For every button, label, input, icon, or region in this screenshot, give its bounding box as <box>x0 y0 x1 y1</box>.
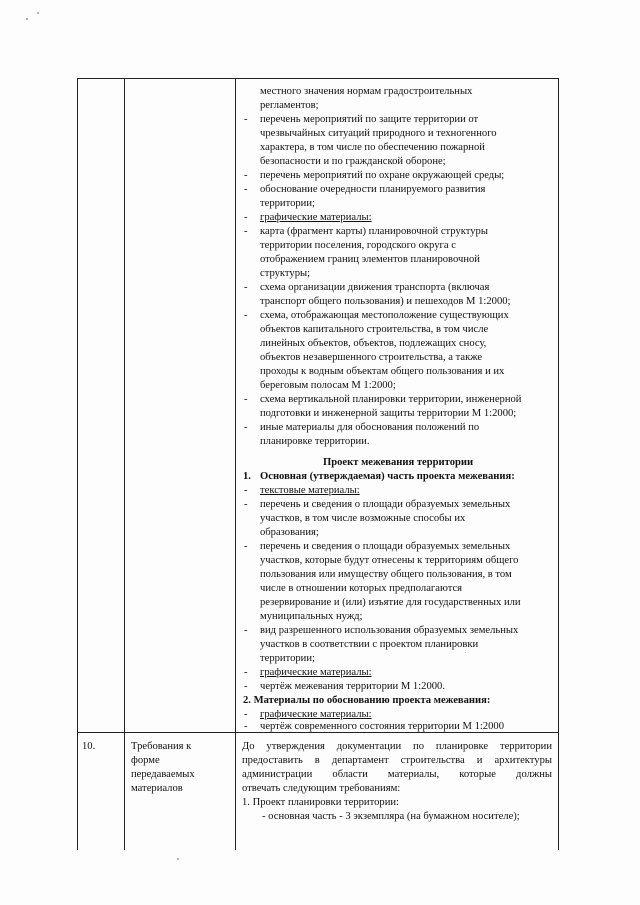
row-name-line: Требования к <box>131 741 192 752</box>
graphic-materials-heading: графические материалы: <box>260 667 372 678</box>
table-right-border <box>558 78 559 850</box>
list-item: пользования или имуществу общего пользования, в том <box>260 569 512 580</box>
list-item: объектов капитального строительства, в том числе <box>260 324 489 335</box>
list-item: обоснование очередности планируемого развития <box>260 184 486 195</box>
list-item: безопасности и по гражданской обороне; <box>260 156 446 167</box>
row-name-line: передаваемых <box>131 769 195 780</box>
list-item: местного значения нормам градостроительных <box>260 86 473 97</box>
row-name-line: материалов <box>131 783 183 794</box>
list-item: муниципальных нужд; <box>260 611 363 622</box>
bullet-dash: - <box>244 282 248 293</box>
bullet-dash: - <box>244 625 248 636</box>
table-col-divider-1 <box>124 78 125 850</box>
scan-speck <box>465 652 466 653</box>
bullet-dash: - <box>244 485 248 496</box>
list-item: территории; <box>260 198 315 209</box>
list-item: линейных объектов, объектов, подлежащих сносу, <box>260 338 487 349</box>
bullet-dash: - <box>244 721 248 732</box>
list-item: перечень мероприятий по защите территории от <box>260 114 479 125</box>
bullet-dash: - <box>244 226 248 237</box>
bullet-dash: - <box>244 499 248 510</box>
list-item: схема вертикальной планировки территории, инженерной <box>260 394 522 405</box>
table-top-border <box>77 78 559 79</box>
bullet-dash: - <box>244 212 248 223</box>
part1-number: 1. <box>243 471 251 482</box>
table-col-divider-2 <box>235 78 236 850</box>
scan-speck <box>26 18 28 20</box>
bullet-dash: - <box>244 681 248 692</box>
list-item: структуры; <box>260 268 311 279</box>
scan-speck <box>37 12 39 14</box>
list-item: перечень мероприятий по охране окружающей среды; <box>260 170 505 181</box>
list-item: перечень и сведения о площади образуемых земельных <box>260 541 511 552</box>
list-item: чертёж современного состояния территории М 1:2000 <box>260 721 504 732</box>
list-item: схема организации движения транспорта (включая <box>260 282 490 293</box>
bullet-dash: - <box>244 310 248 321</box>
list-item: планировке территории. <box>260 436 370 447</box>
list-item: вид разрешенного использования образуемых земельных <box>260 625 519 636</box>
graphic-materials-heading: графические материалы: <box>260 709 372 720</box>
list-item: иные материалы для обоснования положений по <box>260 422 480 433</box>
table-left-border <box>77 78 78 850</box>
list-item: числе в отношении которых предполагаются <box>260 583 463 594</box>
list-item: - основная часть - 3 экземпляра (на бумажном носителе); <box>262 811 520 822</box>
list-item: транспорт общего пользования) и пешеходов М 1:2000; <box>260 296 511 307</box>
list-item: объектов незавершенного строительства, а также <box>260 352 483 363</box>
list-item: проходы к водным объектам общего пользования и их <box>260 366 505 377</box>
list-item: чертёж межевания территории М 1:2000. <box>260 681 446 692</box>
list-item: подготовки и инженерной защиты территории М 1:2000; <box>260 408 517 419</box>
list-item: образования; <box>260 527 319 538</box>
bullet-dash: - <box>244 184 248 195</box>
list-item: перечень и сведения о площади образуемых земельных <box>260 499 511 510</box>
list-item: участков, которые будут отнесены к территориям общего <box>260 555 519 566</box>
list-item: участков, в том числе возможные способы их <box>260 513 466 524</box>
paragraph-line: До утверждения документации по планировке территории <box>242 741 552 752</box>
list-item: территории поселения, городского округа с <box>260 240 456 251</box>
list-item: отображением границ элементов планировочной <box>260 254 480 265</box>
bullet-dash: - <box>244 667 248 678</box>
text-materials-heading: текстовые материалы: <box>260 485 360 496</box>
list-item: карта (фрагмент карты) планировочной структуры <box>260 226 488 237</box>
list-item: схема, отображающая местоположение существующих <box>260 310 509 321</box>
row-name-line: форме <box>131 755 160 766</box>
part2-title: 2. Материалы по обоснованию проекта межевания: <box>243 695 491 706</box>
bullet-dash: - <box>244 170 248 181</box>
paragraph-line: администрации области материалы, которые должны <box>242 769 552 780</box>
list-item: характера, в том числе по обеспечению пожарной <box>260 142 485 153</box>
scan-speck <box>177 858 179 860</box>
list-item: чрезвычайных ситуаций природного и техногенного <box>260 128 497 139</box>
graphic-materials-heading: графические материалы: <box>260 212 372 223</box>
list-item: участков в соответствии с проектом планировки <box>260 639 479 650</box>
bullet-dash: - <box>244 422 248 433</box>
list-item: территории; <box>260 653 315 664</box>
bullet-dash: - <box>244 394 248 405</box>
paragraph-line: предоставить в департамент строительства и архитектуры <box>242 755 552 766</box>
list-item: резервирование и (или) изъятие для государственных или <box>260 597 521 608</box>
numbered-item: 1. Проект планировки территории: <box>242 797 399 808</box>
bullet-dash: - <box>244 709 248 720</box>
list-item: регламентов; <box>260 100 319 111</box>
list-item: береговым полосам М 1:2000; <box>260 380 396 391</box>
bullet-dash: - <box>244 114 248 125</box>
bullet-dash: - <box>244 541 248 552</box>
survey-project-heading: Проект межевания территории <box>323 457 474 468</box>
part1-title: Основная (утверждаемая) часть проекта межевания: <box>260 471 515 482</box>
paragraph-line: отвечать следующим требованиям: <box>242 783 401 794</box>
row-number: 10. <box>82 741 96 752</box>
